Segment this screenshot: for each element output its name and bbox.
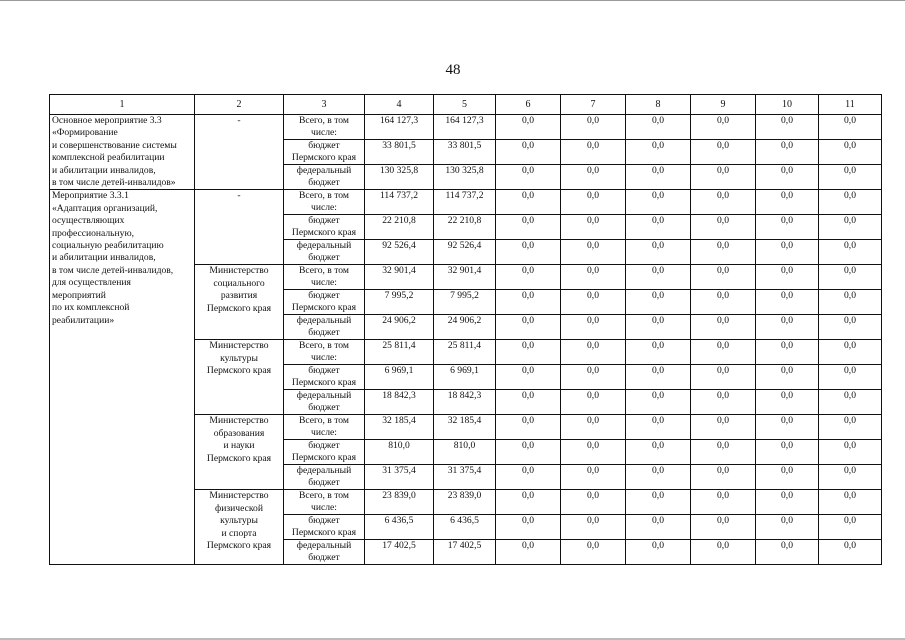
funding-source-cell: Всего, в том числе:	[284, 190, 365, 215]
amount-cell: 0,0	[496, 540, 561, 565]
amount-cell: 22 210,8	[434, 215, 496, 240]
amount-cell: 0,0	[691, 465, 756, 490]
amount-cell: 0,0	[626, 290, 691, 315]
amount-cell: 0,0	[561, 140, 626, 165]
amount-cell: 0,0	[496, 115, 561, 140]
amount-cell: 0,0	[756, 265, 819, 290]
column-number-5: 5	[434, 95, 496, 115]
column-number-3: 3	[284, 95, 365, 115]
amount-cell: 0,0	[819, 440, 882, 465]
amount-cell: 0,0	[626, 265, 691, 290]
amount-cell: 0,0	[691, 165, 756, 190]
amount-cell: 32 901,4	[365, 265, 434, 290]
text-line: «Формирование	[52, 127, 118, 139]
amount-cell: 0,0	[561, 215, 626, 240]
executor-cell	[195, 190, 284, 265]
amount-cell: 0,0	[626, 315, 691, 340]
amount-cell: 0,0	[496, 215, 561, 240]
amount-cell: 0,0	[756, 465, 819, 490]
measure-name-cell	[50, 115, 195, 190]
amount-cell: 0,0	[756, 490, 819, 515]
amount-cell: 0,0	[819, 165, 882, 190]
amount-cell: 0,0	[819, 515, 882, 540]
amount-cell: 0,0	[496, 515, 561, 540]
amount-cell: 0,0	[626, 165, 691, 190]
text-line: и совершенствование системы	[52, 139, 177, 151]
amount-cell: 0,0	[561, 190, 626, 215]
text-line: культуры	[220, 352, 258, 364]
amount-cell: 7 995,2	[365, 290, 434, 315]
amount-cell: 18 842,3	[434, 390, 496, 415]
text-line: Основное мероприятие 3.3	[52, 115, 162, 126]
funding-table	[49, 94, 882, 565]
column-number-2: 2	[195, 95, 284, 115]
amount-cell: 0,0	[819, 365, 882, 390]
amount-cell: 32 185,4	[365, 415, 434, 440]
amount-cell: 0,0	[561, 415, 626, 440]
column-number-10: 10	[756, 95, 819, 115]
amount-cell: 0,0	[626, 515, 691, 540]
amount-cell: 0,0	[756, 115, 819, 140]
funding-source-cell: бюджет Пермского края	[284, 215, 365, 240]
funding-source-cell: Всего, в том числе:	[284, 115, 365, 140]
amount-cell: 0,0	[496, 490, 561, 515]
column-number-4: 4	[365, 95, 434, 115]
column-number-9: 9	[691, 95, 756, 115]
funding-source-cell: бюджет Пермского края	[284, 290, 365, 315]
amount-cell: 0,0	[691, 540, 756, 565]
amount-cell: 0,0	[819, 190, 882, 215]
executor-cell	[195, 340, 284, 415]
amount-cell: 0,0	[496, 165, 561, 190]
amount-cell: 0,0	[626, 140, 691, 165]
amount-cell: 0,0	[819, 215, 882, 240]
text-line: физической	[215, 502, 263, 514]
amount-cell: 0,0	[496, 415, 561, 440]
scan-top-edge	[0, 0, 905, 1]
amount-cell: 0,0	[819, 415, 882, 440]
amount-cell: 24 906,2	[434, 315, 496, 340]
executor-cell	[195, 415, 284, 490]
amount-cell: 0,0	[756, 515, 819, 540]
amount-cell: 23 839,0	[365, 490, 434, 515]
text-line: Министерство	[209, 490, 269, 502]
amount-cell: 6 969,1	[434, 365, 496, 390]
amount-cell: 31 375,4	[365, 465, 434, 490]
text-line: реабилитации»	[52, 314, 115, 326]
column-number-8: 8	[626, 95, 691, 115]
amount-cell: 0,0	[819, 240, 882, 265]
funding-source-cell: бюджет Пермского края	[284, 515, 365, 540]
amount-cell: 0,0	[561, 540, 626, 565]
amount-cell: 0,0	[561, 115, 626, 140]
text-line: социального	[213, 277, 265, 289]
amount-cell: 0,0	[561, 315, 626, 340]
amount-cell: 0,0	[756, 140, 819, 165]
funding-source-cell: федеральный бюджет	[284, 390, 365, 415]
amount-cell: 0,0	[756, 190, 819, 215]
amount-cell: 810,0	[434, 440, 496, 465]
amount-cell: 0,0	[819, 540, 882, 565]
text-line: осуществляющих	[52, 215, 125, 227]
text-line: Пермского края	[206, 452, 272, 464]
amount-cell: 0,0	[626, 540, 691, 565]
amount-cell: 0,0	[756, 315, 819, 340]
text-line: социальную реабилитацию	[52, 240, 164, 252]
funding-source-cell: бюджет Пермского края	[284, 440, 365, 465]
amount-cell: 0,0	[561, 365, 626, 390]
amount-cell: 0,0	[691, 440, 756, 465]
page-number: 48	[445, 62, 461, 78]
amount-cell: 22 210,8	[365, 215, 434, 240]
funding-source-cell: федеральный бюджет	[284, 540, 365, 565]
amount-cell: 0,0	[819, 265, 882, 290]
text-line: и спорта	[221, 527, 257, 539]
amount-cell: 6 969,1	[365, 365, 434, 390]
amount-cell: 0,0	[819, 290, 882, 315]
amount-cell: 164 127,3	[434, 115, 496, 140]
text-line: для осуществления	[52, 277, 131, 289]
funding-source-cell: федеральный бюджет	[284, 240, 365, 265]
amount-cell: 0,0	[626, 465, 691, 490]
executor-cell	[195, 115, 284, 190]
amount-cell: 17 402,5	[434, 540, 496, 565]
amount-cell: 0,0	[756, 165, 819, 190]
amount-cell: 0,0	[561, 465, 626, 490]
header-row	[50, 95, 882, 115]
amount-cell: 0,0	[561, 165, 626, 190]
table-row	[50, 115, 882, 140]
amount-cell: 0,0	[496, 315, 561, 340]
amount-cell: 25 811,4	[434, 340, 496, 365]
amount-cell: 0,0	[756, 540, 819, 565]
column-number-6: 6	[496, 95, 561, 115]
amount-cell: 24 906,2	[365, 315, 434, 340]
amount-cell: 0,0	[691, 115, 756, 140]
amount-cell: 114 737,2	[434, 190, 496, 215]
amount-cell: 25 811,4	[365, 340, 434, 365]
amount-cell: 0,0	[496, 190, 561, 215]
amount-cell: 0,0	[496, 365, 561, 390]
text-line: Мероприятие 3.3.1	[52, 190, 129, 202]
amount-cell: 0,0	[756, 240, 819, 265]
text-line: -	[237, 190, 241, 202]
executor-cell	[195, 490, 284, 565]
amount-cell: 0,0	[756, 365, 819, 390]
amount-cell: 0,0	[561, 265, 626, 290]
amount-cell: 114 737,2	[365, 190, 434, 215]
amount-cell: 0,0	[691, 365, 756, 390]
amount-cell: 0,0	[626, 365, 691, 390]
column-number-1: 1	[50, 95, 195, 115]
amount-cell: 0,0	[561, 340, 626, 365]
amount-cell: 0,0	[756, 290, 819, 315]
table-row	[50, 190, 882, 215]
amount-cell: 0,0	[561, 390, 626, 415]
text-line: развития	[220, 290, 258, 302]
amount-cell: 0,0	[626, 115, 691, 140]
amount-cell: 0,0	[496, 240, 561, 265]
funding-source-cell: Всего, в том числе:	[284, 340, 365, 365]
amount-cell: 0,0	[561, 440, 626, 465]
funding-source-cell: Всего, в том числе:	[284, 490, 365, 515]
amount-cell: 130 325,8	[365, 165, 434, 190]
amount-cell: 0,0	[691, 240, 756, 265]
amount-cell: 0,0	[691, 265, 756, 290]
amount-cell: 0,0	[561, 240, 626, 265]
amount-cell: 0,0	[691, 515, 756, 540]
amount-cell: 17 402,5	[365, 540, 434, 565]
amount-cell: 0,0	[496, 265, 561, 290]
funding-source-cell: федеральный бюджет	[284, 465, 365, 490]
amount-cell: 0,0	[756, 215, 819, 240]
amount-cell: 0,0	[691, 340, 756, 365]
amount-cell: 0,0	[626, 440, 691, 465]
amount-cell: 0,0	[819, 315, 882, 340]
amount-cell: 18 842,3	[365, 390, 434, 415]
text-line: комплексной реабилитации	[52, 152, 165, 164]
executor-cell	[195, 265, 284, 340]
amount-cell: 6 436,5	[434, 515, 496, 540]
amount-cell: 0,0	[691, 215, 756, 240]
text-line: и абилитации инвалидов,	[52, 252, 156, 264]
text-line: Пермского края	[206, 540, 272, 552]
amount-cell: 0,0	[819, 140, 882, 165]
text-line: и абилитации инвалидов,	[52, 164, 156, 176]
measure-name-cell	[50, 190, 195, 565]
text-line: «Адаптация организаций,	[52, 202, 158, 214]
amount-cell: 0,0	[561, 290, 626, 315]
amount-cell: 23 839,0	[434, 490, 496, 515]
amount-cell: 0,0	[626, 490, 691, 515]
amount-cell: 0,0	[626, 340, 691, 365]
funding-source-cell: бюджет Пермского края	[284, 365, 365, 390]
funding-source-cell: бюджет Пермского края	[284, 140, 365, 165]
amount-cell: 6 436,5	[365, 515, 434, 540]
amount-cell: 33 801,5	[365, 140, 434, 165]
text-line: Министерство	[209, 265, 269, 277]
text-line: Министерство	[209, 340, 269, 352]
text-line: -	[237, 115, 241, 126]
amount-cell: 31 375,4	[434, 465, 496, 490]
amount-cell: 0,0	[819, 340, 882, 365]
text-line: в том числе детей-инвалидов,	[52, 264, 174, 276]
amount-cell: 0,0	[626, 415, 691, 440]
amount-cell: 0,0	[756, 390, 819, 415]
amount-cell: 0,0	[691, 415, 756, 440]
amount-cell: 0,0	[496, 465, 561, 490]
amount-cell: 0,0	[819, 390, 882, 415]
text-line: по их комплексной	[52, 302, 130, 314]
amount-cell: 0,0	[819, 115, 882, 140]
amount-cell: 0,0	[626, 215, 691, 240]
text-line: Пермского края	[206, 302, 272, 314]
text-line: Министерство	[209, 415, 269, 427]
column-number-11: 11	[819, 95, 882, 115]
amount-cell: 7 995,2	[434, 290, 496, 315]
funding-source-cell: Всего, в том числе:	[284, 265, 365, 290]
column-number-7: 7	[561, 95, 626, 115]
amount-cell: 0,0	[819, 465, 882, 490]
amount-cell: 0,0	[756, 340, 819, 365]
amount-cell: 0,0	[756, 440, 819, 465]
amount-cell: 0,0	[691, 190, 756, 215]
amount-cell: 0,0	[496, 140, 561, 165]
amount-cell: 0,0	[691, 490, 756, 515]
amount-cell: 0,0	[819, 490, 882, 515]
text-line: культуры	[220, 515, 258, 527]
amount-cell: 0,0	[756, 415, 819, 440]
text-line: Пермского края	[206, 365, 272, 377]
amount-cell: 0,0	[496, 340, 561, 365]
amount-cell: 0,0	[626, 390, 691, 415]
amount-cell: 0,0	[691, 140, 756, 165]
amount-cell: 0,0	[691, 290, 756, 315]
text-line: образования	[213, 427, 265, 439]
text-line: мероприятий	[52, 289, 106, 301]
text-line: профессиональную,	[52, 227, 135, 239]
amount-cell: 0,0	[496, 440, 561, 465]
funding-source-cell: федеральный бюджет	[284, 165, 365, 190]
funding-source-cell: Всего, в том числе:	[284, 415, 365, 440]
amount-cell: 0,0	[626, 240, 691, 265]
amount-cell: 0,0	[496, 390, 561, 415]
amount-cell: 92 526,4	[365, 240, 434, 265]
amount-cell: 0,0	[561, 490, 626, 515]
text-line: и науки	[223, 440, 255, 452]
amount-cell: 810,0	[365, 440, 434, 465]
amount-cell: 32 901,4	[434, 265, 496, 290]
funding-source-cell: федеральный бюджет	[284, 315, 365, 340]
amount-cell: 0,0	[691, 315, 756, 340]
amount-cell: 130 325,8	[434, 165, 496, 190]
amount-cell: 0,0	[626, 190, 691, 215]
amount-cell: 0,0	[496, 290, 561, 315]
text-line: в том числе детей-инвалидов»	[52, 177, 176, 189]
amount-cell: 164 127,3	[365, 115, 434, 140]
amount-cell: 0,0	[691, 390, 756, 415]
amount-cell: 0,0	[561, 515, 626, 540]
amount-cell: 92 526,4	[434, 240, 496, 265]
amount-cell: 32 185,4	[434, 415, 496, 440]
amount-cell: 33 801,5	[434, 140, 496, 165]
